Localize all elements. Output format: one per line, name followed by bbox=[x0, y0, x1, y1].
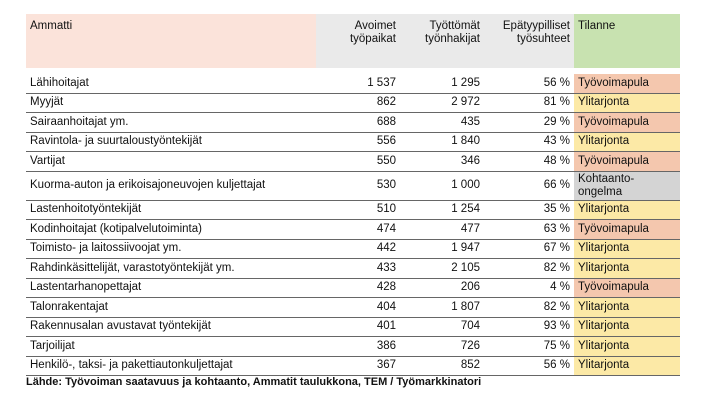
cell-precarious: 56 % bbox=[484, 71, 574, 93]
cell-vacancies: 401 bbox=[316, 317, 400, 337]
cell-unemployed: 726 bbox=[400, 337, 484, 357]
table-header-row bbox=[26, 14, 680, 71]
cell-vacancies: 404 bbox=[316, 298, 400, 318]
cell-situation: Työvoimapula bbox=[574, 71, 680, 93]
cell-precarious: 35 % bbox=[484, 200, 574, 220]
cell-unemployed: 1 000 bbox=[400, 171, 484, 200]
cell-unemployed: 704 bbox=[400, 317, 484, 337]
cell-occupation: Ravintola- ja suurtaloustyöntekijät bbox=[26, 132, 316, 152]
cell-unemployed: 2 105 bbox=[400, 259, 484, 279]
cell-vacancies: 862 bbox=[316, 93, 400, 113]
cell-situation: Ylitarjonta bbox=[574, 317, 680, 337]
cell-precarious: 93 % bbox=[484, 317, 574, 337]
cell-vacancies: 1 537 bbox=[316, 71, 400, 93]
cell-vacancies: 556 bbox=[316, 132, 400, 152]
cell-unemployed: 206 bbox=[400, 278, 484, 298]
cell-vacancies: 530 bbox=[316, 171, 400, 200]
cell-precarious: 66 % bbox=[484, 171, 574, 200]
cell-vacancies: 510 bbox=[316, 200, 400, 220]
table-row bbox=[26, 71, 680, 93]
header-situation: Tilanne bbox=[574, 14, 680, 71]
cell-situation: Ylitarjonta bbox=[574, 132, 680, 152]
cell-unemployed: 346 bbox=[400, 152, 484, 172]
cell-vacancies: 442 bbox=[316, 239, 400, 259]
table-row bbox=[26, 220, 680, 240]
cell-vacancies: 386 bbox=[316, 337, 400, 357]
cell-situation: Ylitarjonta bbox=[574, 337, 680, 357]
cell-occupation: Myyjät bbox=[26, 93, 316, 113]
cell-precarious: 81 % bbox=[484, 93, 574, 113]
cell-occupation: Lastenhoitotyöntekijät bbox=[26, 200, 316, 220]
cell-situation: Kohtaanto-ongelma bbox=[574, 171, 680, 200]
table-row bbox=[26, 113, 680, 133]
cell-occupation: Toimisto- ja laitossiivoojat ym. bbox=[26, 239, 316, 259]
header-unemployed: Työttömät työnhakijat bbox=[400, 14, 484, 71]
cell-situation: Työvoimapula bbox=[574, 278, 680, 298]
cell-occupation: Henkilö-, taksi- ja pakettiautonkuljettajat bbox=[26, 356, 316, 376]
table-row bbox=[26, 132, 680, 152]
cell-precarious: 75 % bbox=[484, 337, 574, 357]
cell-precarious: 82 % bbox=[484, 298, 574, 318]
cell-occupation: Lastentarhanopettajat bbox=[26, 278, 316, 298]
cell-precarious: 67 % bbox=[484, 239, 574, 259]
table-row bbox=[26, 200, 680, 220]
cell-unemployed: 1 840 bbox=[400, 132, 484, 152]
cell-unemployed: 1 947 bbox=[400, 239, 484, 259]
cell-precarious: 43 % bbox=[484, 132, 574, 152]
cell-occupation: Tarjoilijat bbox=[26, 337, 316, 357]
table-body bbox=[26, 71, 680, 376]
occupation-table-container bbox=[26, 14, 680, 376]
table-row bbox=[26, 239, 680, 259]
cell-unemployed: 1 254 bbox=[400, 200, 484, 220]
cell-unemployed: 1 807 bbox=[400, 298, 484, 318]
cell-precarious: 29 % bbox=[484, 113, 574, 133]
cell-precarious: 56 % bbox=[484, 356, 574, 376]
cell-occupation: Talonrakentajat bbox=[26, 298, 316, 318]
cell-situation: Työvoimapula bbox=[574, 220, 680, 240]
cell-situation: Ylitarjonta bbox=[574, 356, 680, 376]
cell-vacancies: 688 bbox=[316, 113, 400, 133]
cell-occupation: Lähihoitajat bbox=[26, 71, 316, 93]
cell-occupation: Rahdinkäsittelijät, varastotyöntekijät ym. bbox=[26, 259, 316, 279]
cell-vacancies: 474 bbox=[316, 220, 400, 240]
cell-occupation: Sairaanhoitajat ym. bbox=[26, 113, 316, 133]
cell-occupation: Vartijat bbox=[26, 152, 316, 172]
table-row bbox=[26, 93, 680, 113]
header-occupation: Ammatti bbox=[26, 14, 316, 71]
cell-situation: Ylitarjonta bbox=[574, 93, 680, 113]
table-row bbox=[26, 259, 680, 279]
table-row bbox=[26, 356, 680, 376]
occupation-table bbox=[26, 14, 680, 376]
cell-situation: Työvoimapula bbox=[574, 152, 680, 172]
cell-situation: Ylitarjonta bbox=[574, 239, 680, 259]
cell-occupation: Kuorma-auton ja erikoisajoneuvojen kuljettajat bbox=[26, 171, 316, 200]
cell-unemployed: 2 972 bbox=[400, 93, 484, 113]
cell-vacancies: 428 bbox=[316, 278, 400, 298]
cell-precarious: 48 % bbox=[484, 152, 574, 172]
cell-vacancies: 433 bbox=[316, 259, 400, 279]
cell-precarious: 63 % bbox=[484, 220, 574, 240]
table-row bbox=[26, 317, 680, 337]
cell-situation: Työvoimapula bbox=[574, 113, 680, 133]
table-row bbox=[26, 171, 680, 200]
header-precarious: Epätyypilliset työsuhteet bbox=[484, 14, 574, 71]
table-row bbox=[26, 152, 680, 172]
cell-vacancies: 367 bbox=[316, 356, 400, 376]
cell-occupation: Rakennusalan avustavat työntekijät bbox=[26, 317, 316, 337]
table-row bbox=[26, 278, 680, 298]
source-note: Lähde: Työvoiman saatavuus ja kohtaanto, Ammatit taulukkona, TEM / Työmarkkinatori bbox=[26, 376, 482, 388]
table-row bbox=[26, 337, 680, 357]
cell-precarious: 4 % bbox=[484, 278, 574, 298]
cell-occupation: Kodinhoitajat (kotipalvelutoiminta) bbox=[26, 220, 316, 240]
header-vacancies: Avoimet työpaikat bbox=[316, 14, 400, 71]
cell-unemployed: 852 bbox=[400, 356, 484, 376]
cell-situation: Ylitarjonta bbox=[574, 200, 680, 220]
table-row bbox=[26, 298, 680, 318]
cell-vacancies: 550 bbox=[316, 152, 400, 172]
cell-unemployed: 1 295 bbox=[400, 71, 484, 93]
cell-situation: Ylitarjonta bbox=[574, 298, 680, 318]
cell-precarious: 82 % bbox=[484, 259, 574, 279]
cell-situation: Ylitarjonta bbox=[574, 259, 680, 279]
cell-unemployed: 435 bbox=[400, 113, 484, 133]
cell-unemployed: 477 bbox=[400, 220, 484, 240]
